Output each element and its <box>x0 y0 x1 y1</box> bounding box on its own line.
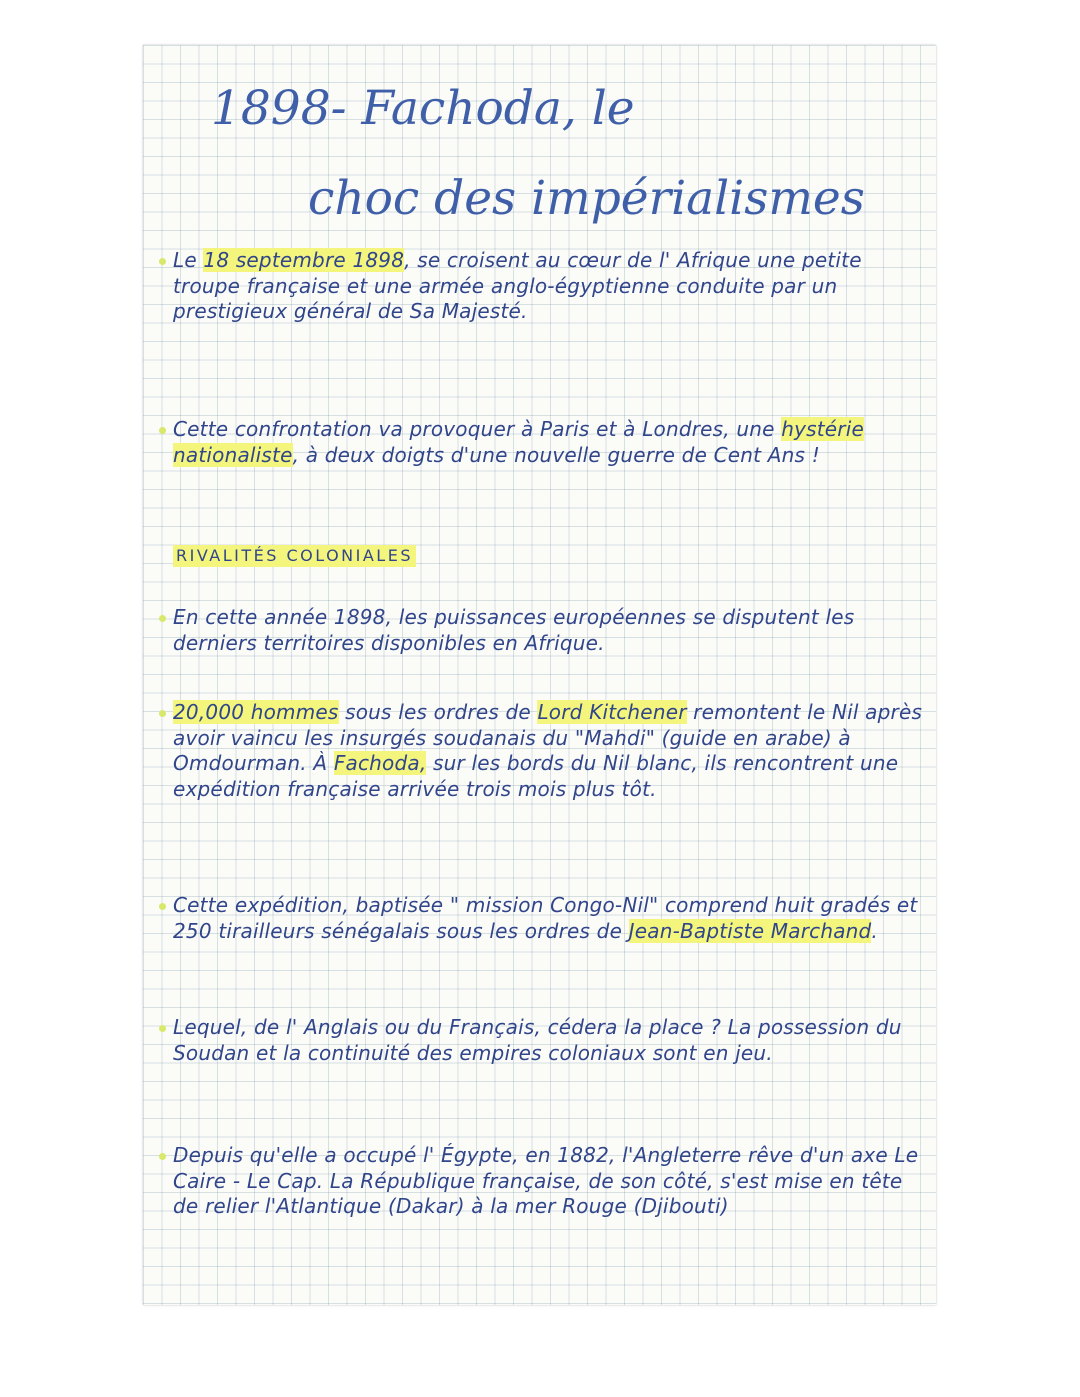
text: remontent le Nil après avoir vaincu les insurgés soudanais du "Mahdi" (guide en arabe) à Omdourman. À <box>173 700 923 775</box>
bullet-dot <box>159 1025 166 1032</box>
highlighted-name: Lord Kitchener <box>537 700 687 724</box>
text: Depuis qu'elle a occupé l' Égypte, en 1882, l'Angleterre rêve d'un axe Le Caire - Le Cap. La République française, de son côté, s'est mise en tête de relier l'Atlantique (Dakar) à la mer Rouge (Djibouti) <box>173 1143 919 1218</box>
section-heading: RIVALITÉS COLONIALES <box>173 545 416 567</box>
text: . <box>871 918 878 943</box>
bullet-dot <box>159 1153 166 1160</box>
paragraph-1 <box>173 248 933 325</box>
bullet-dot <box>159 258 166 265</box>
paragraph-3 <box>173 605 933 656</box>
text: En cette année 1898, les puissances européennes se disputent les derniers territoires disponibles en Afrique. <box>173 605 855 655</box>
text: , se croisent au cœur de l' Afrique une petite troupe française et une armée anglo-égyptienne conduite par un prestigieux général de Sa Majesté. <box>173 248 862 323</box>
highlighted-number: 20,000 hommes <box>173 700 339 724</box>
highlighted-term: hystérie nationaliste <box>173 417 864 467</box>
bullet-dot <box>159 903 166 910</box>
text: Lequel, de l' Anglais ou du Français, cédera la place ? La possession du Soudan et la continuité des empires coloniaux sont en jeu. <box>173 1015 902 1065</box>
text: Le <box>173 248 204 272</box>
paragraph-7 <box>173 1143 933 1220</box>
highlighted-place: Fachoda, <box>333 751 427 775</box>
paragraph-2 <box>173 417 933 468</box>
bullet-dot <box>159 710 166 717</box>
highlighted-name: Jean-Baptiste Marchand <box>628 918 872 943</box>
bullet-dot <box>159 427 166 434</box>
paragraph-5 <box>173 893 933 944</box>
text: Cette confrontation va provoquer à Paris et à Londres, une <box>173 417 782 441</box>
text: sous les ordres de <box>338 700 538 724</box>
notebook-page <box>143 45 936 1305</box>
bullet-dot <box>159 615 166 622</box>
highlighted-date: 18 septembre 1898 <box>203 248 405 272</box>
paragraph-4 <box>173 700 933 802</box>
text: , à deux doigts d'une nouvelle guerre de Cent Ans ! <box>292 442 820 467</box>
title-line-1: 1898- Fachoda, le <box>211 81 635 136</box>
paragraph-6 <box>173 1015 933 1066</box>
text: sur les bords du Nil blanc, ils rencontrent une expédition française arrivée trois mois plus tôt. <box>173 751 899 801</box>
title-line-2: choc des impérialismes <box>308 171 865 226</box>
text: Cette expédition, baptisée " mission Congo-Nil" comprend huit gradés et 250 tirailleurs sénégalais sous les ordres de <box>173 893 918 943</box>
